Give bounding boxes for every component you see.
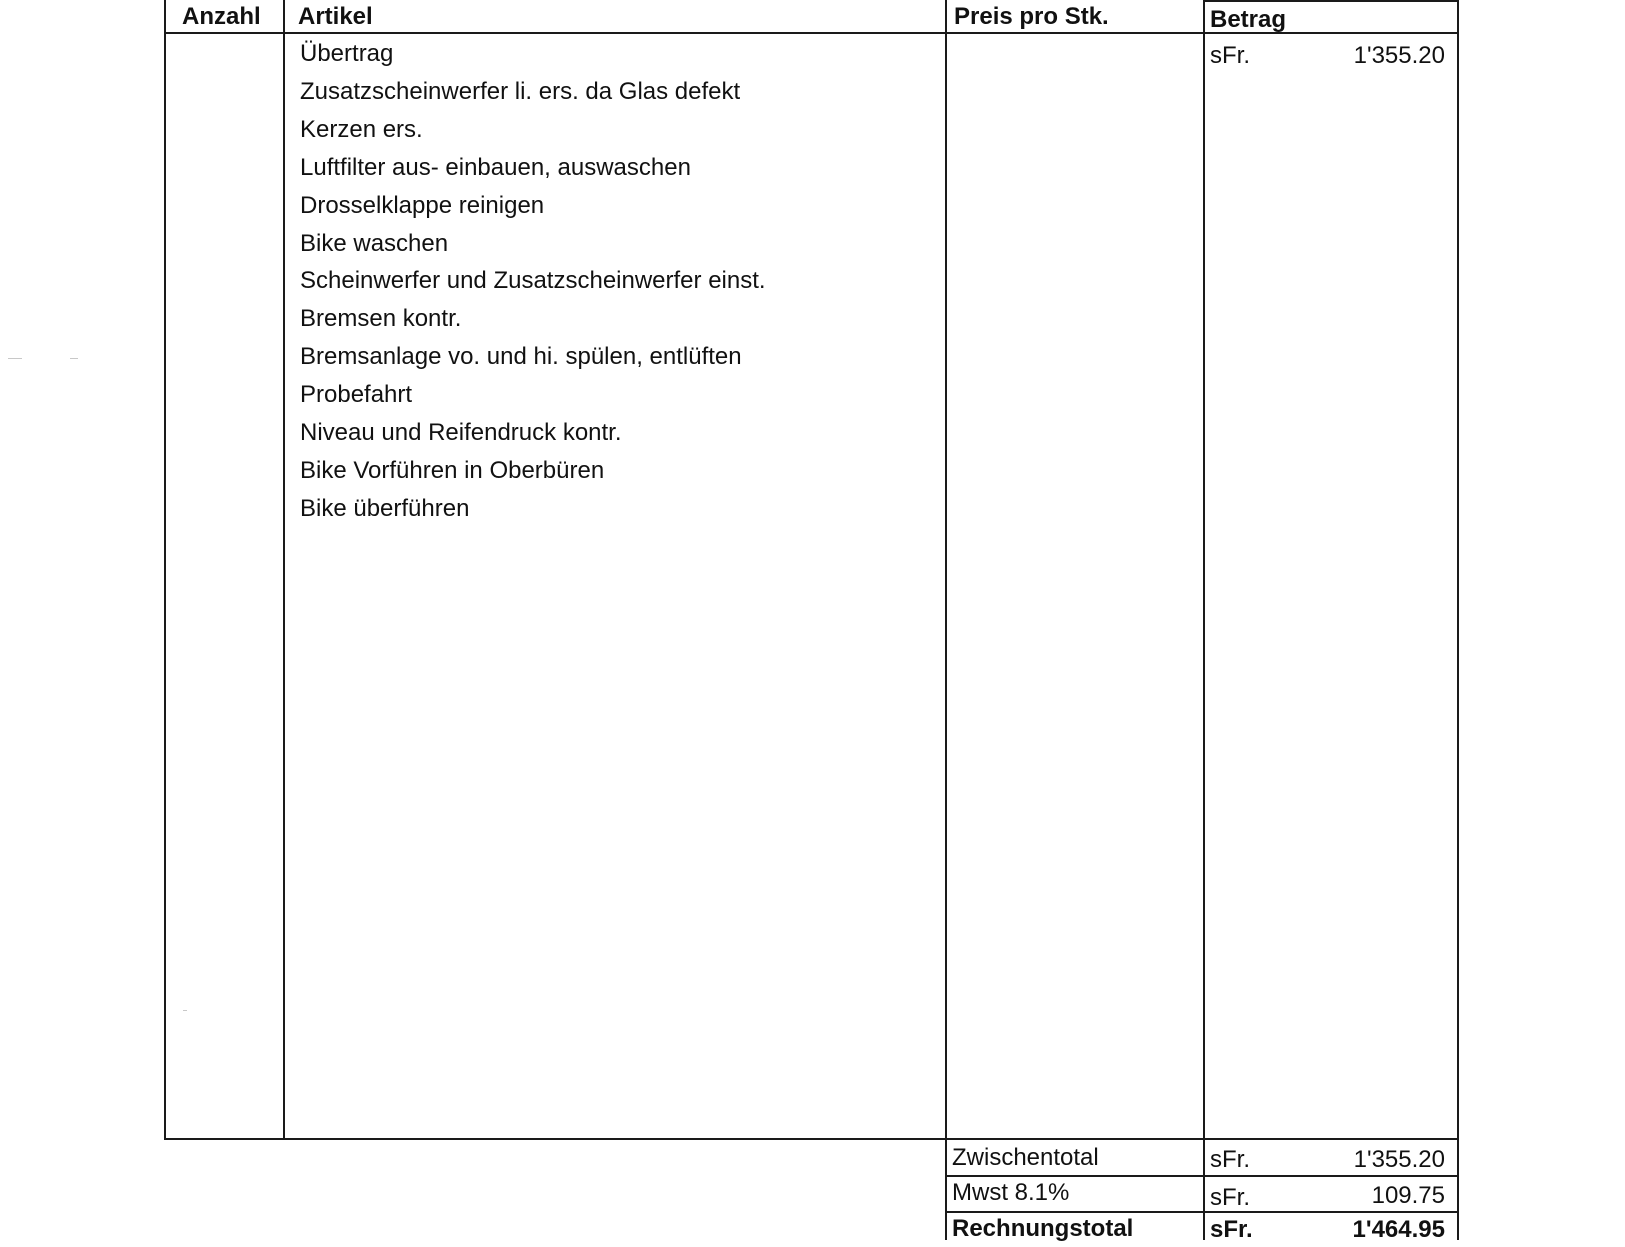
carry-over-currency: sFr.	[1210, 42, 1250, 69]
grand-total-amount: 1'464.95	[1352, 1216, 1445, 1243]
header-qty: Anzahl	[182, 3, 261, 30]
column-line-article	[945, 0, 947, 1240]
vat-amount: 109.75	[1371, 1182, 1445, 1209]
list-item: Zusatzscheinwerfer li. ers. da Glas defekt	[300, 77, 741, 105]
list-item: Bike waschen	[300, 229, 449, 257]
column-line-price	[1203, 0, 1205, 1240]
list-item: Übertrag	[300, 40, 394, 67]
carry-over-amount: 1'355.20	[1353, 42, 1445, 69]
grand-total-label: Rechnungstotal	[952, 1215, 1134, 1242]
list-item: Bremsanlage vo. und hi. spülen, entlüften	[300, 343, 742, 371]
vat-label: Mwst 8.1%	[952, 1179, 1070, 1206]
scan-speck	[8, 358, 22, 359]
table-bottom-rule	[164, 1138, 1458, 1140]
list-item: Bremsen kontr.	[300, 305, 462, 333]
subtotal-amount: 1'355.20	[1353, 1146, 1445, 1173]
column-line-left	[164, 0, 166, 1140]
list-item: Probefahrt	[300, 381, 413, 409]
scan-speck	[183, 1010, 187, 1011]
list-item: Bike Vorführen in Oberbüren	[300, 456, 605, 484]
column-line-right	[1457, 0, 1459, 1240]
item-list	[300, 35, 766, 528]
list-item: Bike überführen	[300, 494, 470, 522]
list-item: Niveau und Reifendruck kontr.	[300, 419, 622, 447]
header-article: Artikel	[298, 3, 373, 30]
list-item: Kerzen ers.	[300, 115, 423, 143]
grand-total-currency: sFr.	[1210, 1216, 1253, 1243]
subtotal-label: Zwischentotal	[952, 1144, 1099, 1171]
scan-speck	[70, 358, 78, 359]
column-line-qty	[283, 0, 285, 1140]
list-item: Luftfilter aus- einbauen, auswaschen	[300, 153, 691, 181]
table-top-edge	[1204, 0, 1458, 2]
header-unit-price: Preis pro Stk.	[954, 3, 1109, 30]
vat-currency: sFr.	[1210, 1184, 1250, 1211]
header-amount: Betrag	[1210, 6, 1287, 33]
list-item: Scheinwerfer und Zusatzscheinwerfer einst.	[300, 267, 766, 295]
list-item: Drosselklappe reinigen	[300, 191, 545, 219]
subtotal-currency: sFr.	[1210, 1146, 1250, 1173]
